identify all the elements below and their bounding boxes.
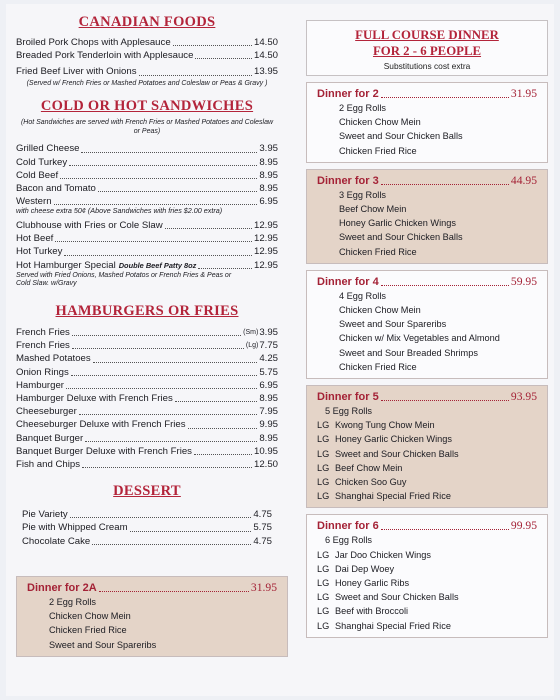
dinner-item: 5 Egg Rolls [325, 406, 372, 417]
dinner-header: Dinner for 2 31.95 [317, 87, 537, 100]
dinner-header: Dinner for 3 44.95 [317, 173, 537, 187]
dinner-item: LG Honey Garlic Chicken Wings [317, 434, 452, 445]
dessert-list [16, 508, 278, 548]
menu-item: Clubhouse with Fries or Cole Slaw 12.95 [16, 220, 278, 231]
menu-item: Bacon and Tomato 8.95 [16, 183, 278, 194]
dinner-list [306, 82, 548, 638]
dinner-header: Dinner for 2A 31.95 [27, 581, 277, 594]
menu-item: Hot Beef 12.95 [16, 233, 278, 245]
menu-item: Mashed Potatoes 4.25 [16, 353, 278, 365]
dinner-item: Chicken Chow Mein [49, 611, 131, 622]
menu-item: Banquet Burger Deluxe with French Fries 10.95 [16, 445, 278, 457]
canadian-foods-title: CANADIAN FOODS [78, 14, 216, 30]
menu-item: Onion Rings 5.75 [16, 366, 278, 378]
dinner-header: Dinner for 6 99.95 [317, 519, 537, 533]
dinner-item: LG Shanghai Special Fried Rice [317, 491, 451, 502]
substitutions-note: Substitutions cost extra [383, 61, 471, 71]
menu-item: Hot Hamburger Special Double Beef Patty 8oz 12.95 [16, 259, 278, 271]
full-course-title-line2: FOR 2 - 6 PEOPLE [372, 44, 482, 58]
menu-item: Broiled Pork Chops with Applesauce 14.50 [16, 37, 278, 48]
special-note: Served with Fried Onions, Mashed Potatos or French Fries & Peas or Cold Slaw. w/Gravy [16, 271, 232, 288]
canadian-foods-note: (Served w/ French Fries or Mashed Potatoes and Coleslaw or Peas & Gravy ) [26, 79, 268, 87]
dinner-header: Dinner for 5 93.95 [317, 390, 537, 404]
menu-item: Pie Variety 4.75 [22, 509, 272, 521]
dinner-box [306, 270, 548, 379]
hamburgers-title: HAMBURGERS OR FRIES [55, 303, 239, 319]
dinner-item: LG Jar Doo Chicken Wings [317, 549, 431, 560]
menu-page [6, 4, 554, 696]
menu-item: Cheeseburger 7.95 [16, 406, 278, 418]
dinner-item: Sweet and Sour Chicken Balls [339, 232, 463, 243]
menu-item: Fish and Chips 12.50 [16, 459, 278, 471]
dinner-item: LG Sweet and Sour Chicken Balls [317, 448, 459, 459]
menu-item: Banquet Burger 8.95 [16, 432, 278, 444]
dinner-box [306, 169, 548, 264]
dinner-item: Sweet and Sour Chicken Balls [339, 131, 463, 142]
dinner-item: Chicken Fried Rice [339, 246, 417, 257]
dinner-item: LG Chicken Soo Guy [317, 477, 407, 488]
dinner-item: 3 Egg Rolls [339, 189, 386, 200]
menu-item: Hot Turkey 12.95 [16, 246, 278, 258]
dinner-item: Sweet and Sour Spareribs [49, 639, 157, 650]
dinner-item: LG Sweet and Sour Chicken Balls [317, 592, 459, 603]
sandwiches-note: (Hot Sandwiches are served with French Fries or Mashed Potatoes and Coleslaw or Peas) [20, 119, 274, 135]
menu-item: Chocolate Cake 4.75 [22, 535, 272, 547]
dinner-item: Sweet and Sour Spareribs [339, 319, 447, 330]
menu-item: Cheeseburger Deluxe with French Fries 9.95 [16, 419, 278, 431]
menu-item: Fried Beef Liver with Onions 13.95 [16, 66, 278, 78]
dinner-box [306, 514, 548, 637]
menu-item: Western 6.95 [16, 196, 278, 208]
dessert-title: DESSERT [113, 483, 181, 500]
menu-item: Hamburger 6.95 [16, 379, 278, 391]
dinner-item: Honey Garlic Chicken Wings [339, 218, 456, 229]
menu-item: Cold Beef 8.95 [16, 169, 278, 181]
dinner-item: LG Beef with Broccoli [317, 606, 409, 617]
sandwiches-list [16, 142, 278, 289]
full-course-header [306, 20, 548, 76]
dinner-item: 2 Egg Rolls [339, 103, 386, 113]
left-column [16, 10, 278, 548]
canadian-foods-list [16, 36, 278, 88]
western-note: with cheese extra 50¢ (Above Sandwiches with fries $2.00 extra) [16, 206, 223, 216]
dinner-box [306, 82, 548, 163]
hamburgers-list [16, 326, 278, 471]
sandwiches-title: COLD OR HOT SANDWICHES [40, 98, 254, 115]
dinner-item: 4 Egg Rolls [339, 290, 386, 301]
full-course-title-line1: FULL COURSE DINNER [355, 28, 499, 42]
dinner-item: LG Kwong Tung Chow Mein [317, 420, 435, 431]
dinner-item: 2 Egg Rolls [49, 597, 96, 607]
right-column [306, 20, 548, 638]
menu-item: French Fries (Lg) 7.75 [16, 340, 278, 352]
dinner-item: Beef Chow Mein [339, 204, 407, 215]
dinner-item: Chicken Fried Rice [49, 625, 127, 636]
dinner-item: LG Dai Dep Woey [317, 563, 395, 574]
dinner-item: Chicken Fried Rice [339, 361, 417, 372]
dinner-item: LG Honey Garlic Ribs [317, 578, 410, 589]
dinner-item: Chicken Fried Rice [339, 145, 417, 156]
dinner-item: Chicken Chow Mein [339, 305, 421, 316]
dinner-item: Chicken w/ Mix Vegetables and Almond [339, 333, 500, 344]
menu-item: Breaded Pork Tenderloin with Applesauce 14.50 [16, 50, 278, 62]
menu-item: Pie with Whipped Cream 5.75 [22, 522, 272, 534]
menu-item: French Fries (Sm) 3.95 [16, 327, 278, 338]
dinner-2a-box [16, 576, 288, 657]
dinner-item: 6 Egg Rolls [325, 535, 372, 546]
dinner-item: Sweet and Sour Breaded Shrimps [339, 347, 478, 358]
dinner-header: Dinner for 4 59.95 [317, 274, 537, 288]
dinner-item: LG Shanghai Special Fried Rice [317, 620, 451, 631]
menu-item: Cold Turkey 8.95 [16, 156, 278, 168]
dinner-box [306, 385, 548, 508]
dinner-item: LG Beef Chow Mein [317, 462, 403, 473]
dinner-item: Chicken Chow Mein [339, 117, 421, 128]
menu-item: Grilled Cheese 3.95 [16, 143, 278, 155]
menu-item: Hamburger Deluxe with French Fries 8.95 [16, 393, 278, 405]
